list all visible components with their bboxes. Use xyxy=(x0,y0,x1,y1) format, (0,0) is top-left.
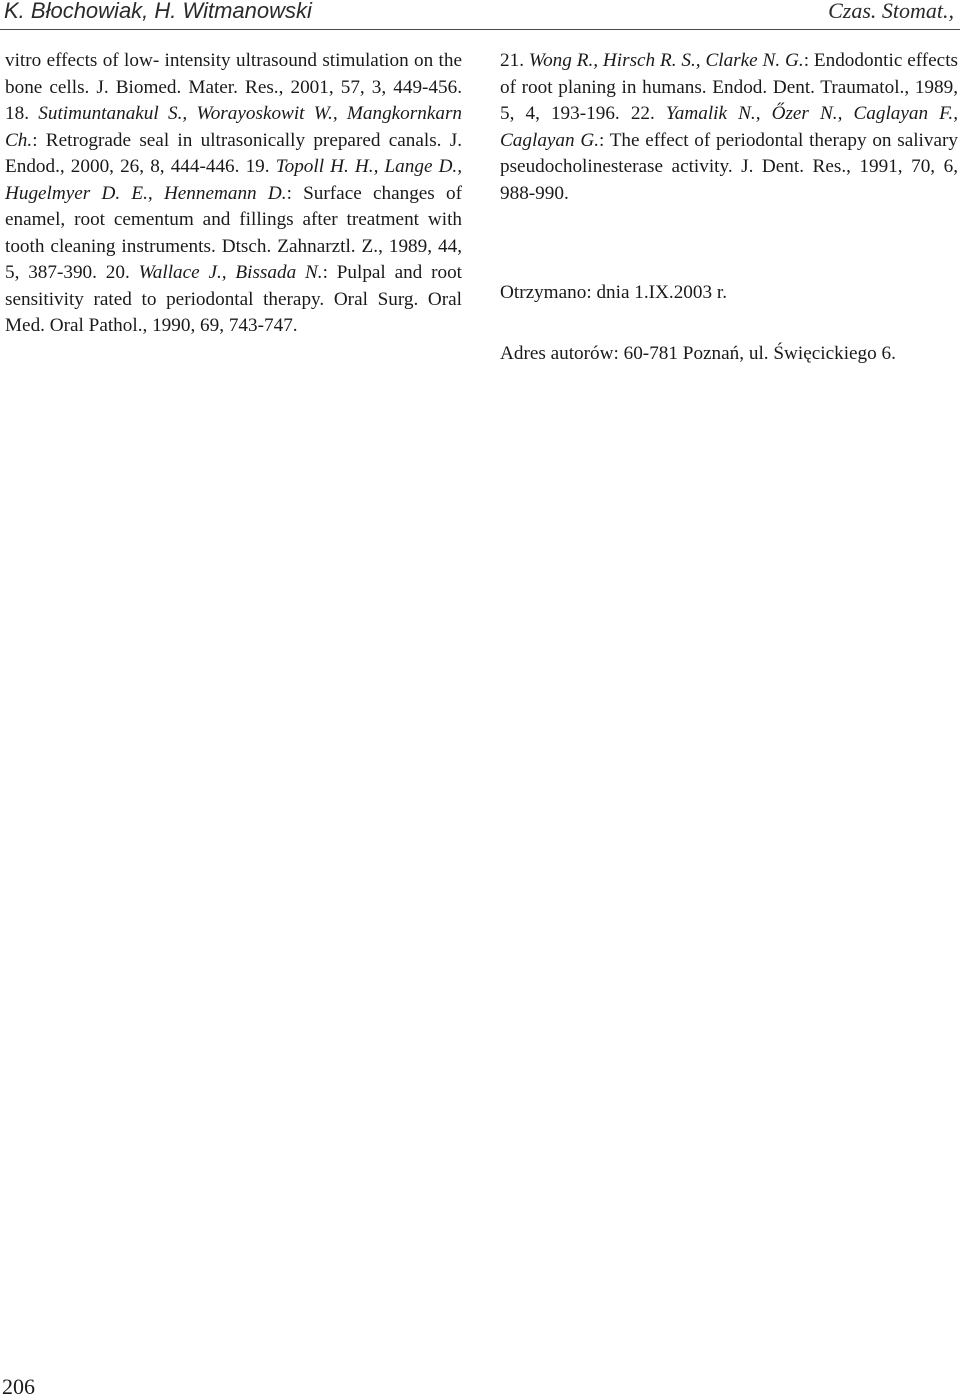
reference-19-number: 19. xyxy=(245,156,270,177)
reference-18-authors: Sutimuntanakul S., Worayoskowit W., Mangkornkarn Ch. xyxy=(5,103,463,151)
references-left-column xyxy=(5,48,462,340)
references-right-column xyxy=(500,48,958,207)
reference-text xyxy=(5,48,462,340)
reference-20-number: 20. xyxy=(105,262,130,283)
reference-19-authors: Topoll H. H., Lange D., Hugelmyer D. E., Hennemann D. xyxy=(5,156,463,204)
reference-18-text: : Retrograde seal in ultrasonically prepared canals. J. Endod., 2000, 26, 8, 444-446. xyxy=(5,129,462,177)
reference-19-text: : Surface changes of enamel, root cementum and fillings after treatment with tooth cleaning instruments. Dtsch. Zahnarztl. Z., 1989, 44, 5, 387-390. xyxy=(5,182,462,283)
received-date: Otrzymano: dnia 1.IX.2003 r. xyxy=(500,282,728,303)
reference-22-authors: Yamalik N., Őzer N., Caglayan F., Caglayan G. xyxy=(500,103,959,151)
reference-21-number: 21. xyxy=(500,50,524,71)
reference-20-authors: Wallace J., Bissada N. xyxy=(138,262,323,283)
header-rule xyxy=(0,29,960,30)
reference-22-text: : The effect of periodontal therapy on salivary pseudocholinesterase activity. J. Dent. Res., 1991, 70, 6, 988-990. xyxy=(500,129,958,204)
author-address: Adres autorów: 60-781 Poznań, ul. Święcickiego 6. xyxy=(500,343,896,364)
reference-20-text: : Pulpal and root sensitivity rated to periodontal therapy. Oral Surg. Oral Med. Oral Pathol., 1990, 69, 743-747. xyxy=(5,262,462,336)
reference-21-authors: Wong R., Hirsch R. S., Clarke N. G. xyxy=(528,50,804,71)
reference-21-text: : Endodontic effects of root planing in humans. Endod. Dent. Traumatol., 1989, 5, 4, 193-196. xyxy=(500,50,958,124)
running-header-journal: Czas. Stomat., xyxy=(828,0,954,23)
reference-text xyxy=(500,48,958,207)
page-number: 206 xyxy=(2,1374,35,1399)
reference-18-number: 18. xyxy=(5,103,29,124)
running-header-authors: K. Błochowiak, H. Witmanowski xyxy=(4,0,312,23)
reference-22-number: 22. xyxy=(630,103,655,124)
reference-17-tail: vitro effects of low- intensity ultrasound stimulation on the bone cells. J. Biomed. Mater. Res., 2001, 57, 3, 449-456. xyxy=(5,50,462,98)
